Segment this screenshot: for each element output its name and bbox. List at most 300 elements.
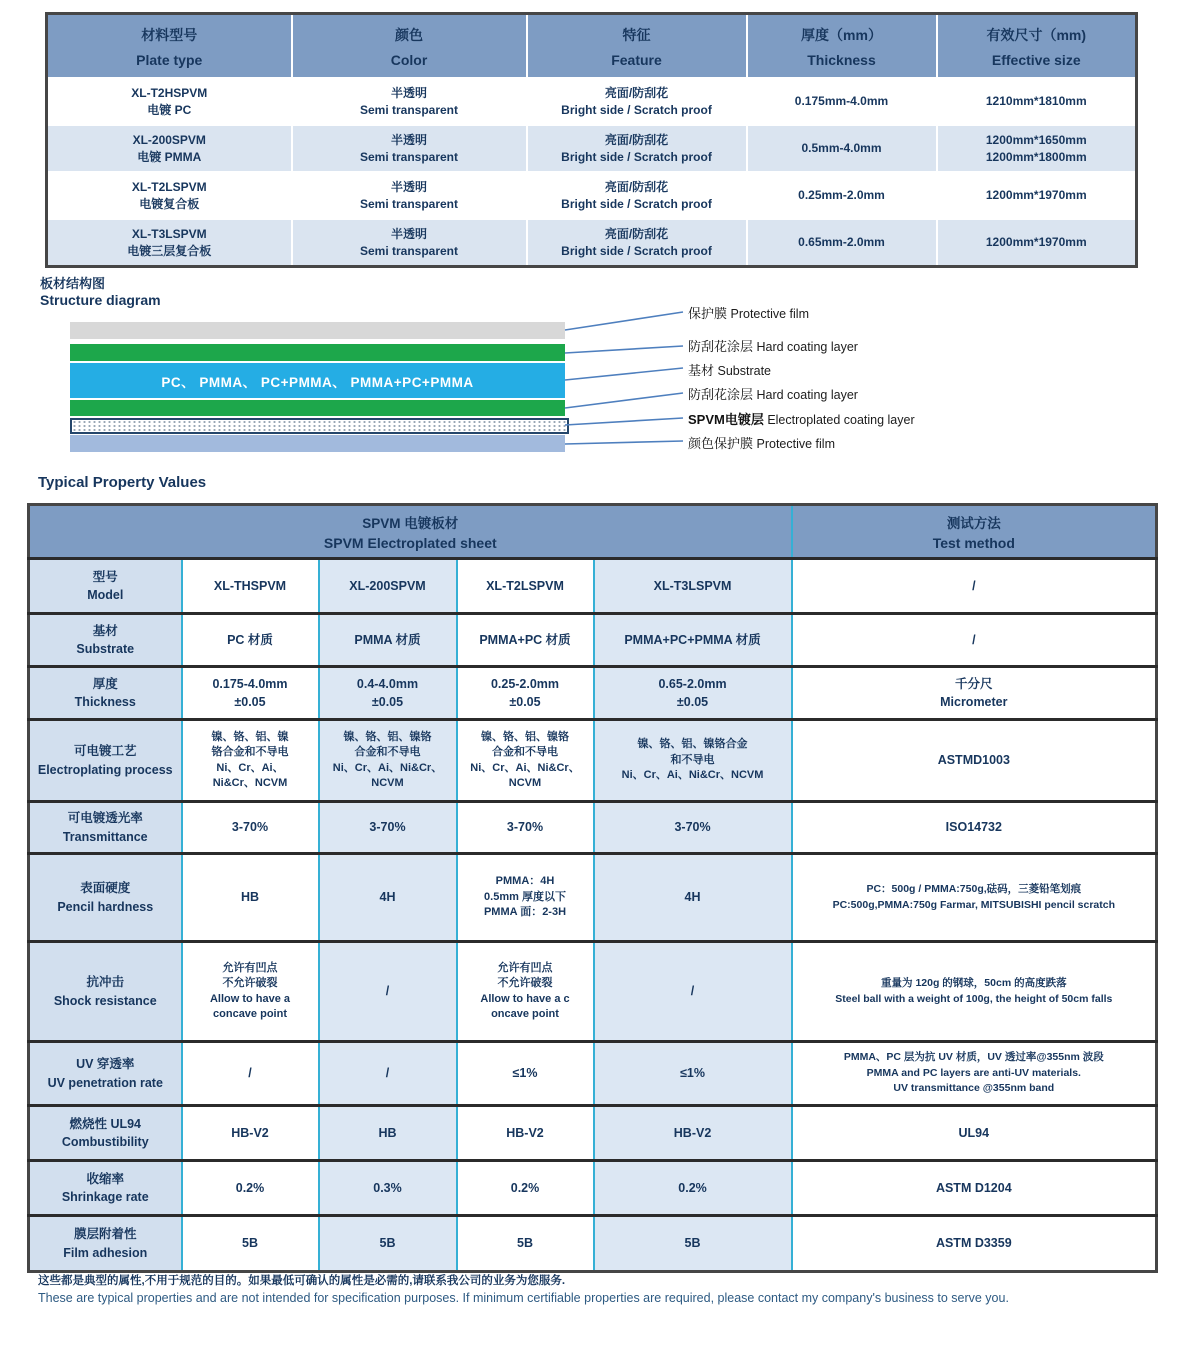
structure-layer-label bbox=[688, 336, 858, 355]
structure-label-zh: 保护膜 bbox=[688, 306, 728, 321]
cell-line: 0.25mm-2.0mm bbox=[798, 188, 885, 203]
property-table bbox=[27, 503, 1158, 1273]
cell-color bbox=[292, 125, 527, 172]
structure-layer-label bbox=[688, 303, 809, 322]
structure-label-en: Protective film bbox=[753, 437, 835, 451]
group-header-zh: SPVM 电镀板材 bbox=[362, 516, 459, 531]
cell-line: 3-70% bbox=[231, 820, 269, 835]
cell-line: Shock resistance bbox=[53, 993, 157, 1008]
cell-line: 镍、铬、铝、镍铬 bbox=[343, 730, 432, 743]
cell-line: ASTMD1003 bbox=[937, 753, 1010, 768]
cell-line: ASTM D1204 bbox=[935, 1180, 1012, 1195]
cell-line: PMMA and PC layers are anti-UV materials. bbox=[866, 1066, 1081, 1079]
row-label bbox=[29, 720, 182, 802]
cell-line: PMMA+PC 材质 bbox=[479, 632, 571, 647]
cell-plate-type bbox=[47, 78, 292, 125]
table-row bbox=[47, 219, 1137, 267]
test-method-header-en: Test method bbox=[932, 535, 1015, 551]
cell-line: Electroplating process bbox=[37, 762, 173, 777]
property-row bbox=[29, 614, 1157, 667]
cell-line: 铬合金和不导电 bbox=[211, 746, 289, 759]
test-method-cell bbox=[792, 614, 1157, 667]
property-cell bbox=[182, 1216, 319, 1272]
property-cell bbox=[182, 942, 319, 1042]
cell-line: Semi transparent bbox=[359, 149, 459, 164]
property-cell bbox=[182, 1042, 319, 1106]
cell-feature bbox=[527, 78, 747, 125]
property-cell bbox=[594, 559, 792, 614]
property-row bbox=[29, 1042, 1157, 1106]
cell-line: HB bbox=[240, 890, 260, 905]
footer-note-zh: 这些都是典型的属性,不用于规范的目的。如果最低可确认的属性是必需的,请联系我公司的业务为您服务. bbox=[38, 1275, 566, 1287]
cell-line: 0.175-4.0mm bbox=[212, 676, 288, 691]
cell-line: Semi transparent bbox=[359, 196, 459, 211]
cell-line: PC 材质 bbox=[227, 632, 273, 647]
column-header bbox=[527, 14, 747, 79]
cell-line: 0.5mm-4.0mm bbox=[801, 141, 882, 156]
plate-type-table-header bbox=[47, 14, 1137, 79]
cell-line: 抗冲击 bbox=[86, 975, 124, 990]
property-cell bbox=[457, 667, 594, 720]
leader-line bbox=[565, 346, 683, 353]
row-label bbox=[29, 559, 182, 614]
structure-layer-label bbox=[688, 360, 771, 379]
structure-label-zh: SPVM电镀层 bbox=[688, 412, 764, 427]
cell-line: 和不导电 bbox=[670, 753, 715, 766]
cell-plate-type bbox=[47, 172, 292, 219]
property-cell bbox=[457, 1216, 594, 1272]
group-header-en: SPVM Electroplated sheet bbox=[323, 535, 497, 551]
cell-line: 0.3% bbox=[373, 1180, 402, 1195]
cell-line: Allow to have a c bbox=[480, 992, 570, 1005]
cell-line: ±0.05 bbox=[371, 695, 404, 709]
leader-line bbox=[565, 418, 683, 425]
cell-line: XL-T2LSPVM bbox=[131, 180, 207, 195]
column-header bbox=[292, 14, 527, 79]
cell-line: ±0.05 bbox=[234, 695, 266, 709]
cell-line: ASTM D3359 bbox=[935, 1236, 1012, 1251]
row-label bbox=[29, 1161, 182, 1216]
property-cell bbox=[182, 720, 319, 802]
cell-line: XL-THSPVM bbox=[213, 578, 287, 593]
cell-line: 表面硬度 bbox=[80, 881, 131, 896]
property-cell bbox=[319, 942, 457, 1042]
row-label bbox=[29, 942, 182, 1042]
cell-line: PMMA 面：2-3H bbox=[483, 906, 567, 919]
cell-plate-type bbox=[47, 125, 292, 172]
cell-line: XL-T3LSPVM bbox=[653, 578, 732, 593]
cell-line: ISO14732 bbox=[945, 820, 1002, 835]
column-header-zh: 厚度（mm） bbox=[801, 26, 882, 43]
cell-line: 膜层附着性 bbox=[73, 1227, 137, 1242]
property-cell bbox=[457, 559, 594, 614]
cell-line: / bbox=[385, 984, 390, 999]
property-cell bbox=[457, 1161, 594, 1216]
cell-line: PC:500g,PMMA:750g Farmar, MITSUBISHI pencil scratch bbox=[832, 898, 1116, 911]
cell-line: Model bbox=[87, 588, 124, 602]
column-header-en: Plate type bbox=[136, 51, 203, 68]
cell-feature bbox=[527, 172, 747, 219]
test-method-cell bbox=[792, 1042, 1157, 1106]
cell-line: 4H bbox=[684, 890, 701, 905]
property-cell bbox=[319, 614, 457, 667]
row-label bbox=[29, 1042, 182, 1106]
electroplated-coating-layer bbox=[70, 418, 569, 434]
cell-line: 可电镀工艺 bbox=[73, 744, 137, 759]
cell-line: ±0.05 bbox=[676, 695, 709, 709]
property-cell bbox=[319, 854, 457, 942]
leader-lines bbox=[563, 298, 691, 458]
property-cell bbox=[457, 1042, 594, 1106]
column-header bbox=[747, 14, 937, 79]
cell-line: / bbox=[385, 1066, 390, 1081]
property-cell bbox=[594, 1216, 792, 1272]
cell-line: ±0.05 bbox=[509, 695, 541, 709]
test-method-cell bbox=[792, 1161, 1157, 1216]
cell-line: 1200mm*1970mm bbox=[985, 188, 1087, 203]
test-method-cell bbox=[792, 667, 1157, 720]
property-cell bbox=[319, 667, 457, 720]
property-cell bbox=[319, 1106, 457, 1161]
structure-label-en: Hard coating layer bbox=[753, 388, 858, 402]
property-cell bbox=[182, 1106, 319, 1161]
table-row bbox=[47, 125, 1137, 172]
cell-line: Bright side / Scratch proof bbox=[561, 243, 712, 258]
property-cell bbox=[182, 559, 319, 614]
structure-title-zh: 板材结构图 bbox=[40, 276, 106, 291]
property-row bbox=[29, 720, 1157, 802]
property-cell bbox=[457, 942, 594, 1042]
structure-label-zh: 防刮花涂层 bbox=[688, 339, 754, 354]
cell-line: Ni&Cr、NCVM bbox=[212, 776, 288, 789]
cell-line: Ni、Cr、Ai、 bbox=[216, 761, 284, 774]
property-cell bbox=[594, 942, 792, 1042]
property-row bbox=[29, 559, 1157, 614]
column-header-en: Effective size bbox=[991, 51, 1081, 68]
cell-line: 电镀 PMMA bbox=[137, 149, 202, 164]
structure-layer-label bbox=[688, 433, 835, 452]
cell-line: 半透明 bbox=[390, 86, 427, 101]
property-cell bbox=[319, 559, 457, 614]
cell-line: 镍、铬、铝、镍铬合金 bbox=[637, 738, 748, 751]
test-method-cell bbox=[792, 854, 1157, 942]
property-cell bbox=[182, 1161, 319, 1216]
cell-line: 允许有凹点 bbox=[497, 961, 553, 974]
cell-line: PMMA+PC+PMMA 材质 bbox=[624, 632, 761, 647]
cell-plate-type bbox=[47, 219, 292, 267]
cell-line: Combustibility bbox=[61, 1135, 149, 1149]
leader-line bbox=[565, 368, 683, 380]
cell-line: 收缩率 bbox=[86, 1171, 124, 1186]
table-row bbox=[47, 78, 1137, 125]
cell-line: 0.65mm-2.0mm bbox=[798, 235, 885, 250]
cell-line: 3-70% bbox=[674, 820, 711, 835]
cell-line: 0.25-2.0mm bbox=[490, 676, 560, 691]
cell-line: 0.2% bbox=[678, 1180, 707, 1195]
row-label bbox=[29, 614, 182, 667]
property-row bbox=[29, 1161, 1157, 1216]
cell-line: PMMA：4H bbox=[495, 875, 555, 888]
hard-coating-layer-bottom bbox=[70, 400, 565, 416]
cell-thickness bbox=[747, 219, 937, 267]
cell-thickness bbox=[747, 78, 937, 125]
test-method-header bbox=[792, 505, 1157, 559]
cell-line: UL94 bbox=[958, 1125, 990, 1140]
property-cell bbox=[182, 614, 319, 667]
test-method-header-zh: 测试方法 bbox=[946, 516, 1001, 531]
property-cell bbox=[594, 720, 792, 802]
cell-effective-size bbox=[937, 219, 1137, 267]
property-cell bbox=[319, 720, 457, 802]
cell-line: Steel ball with a weight of 100g, the height of 50cm falls bbox=[835, 992, 1113, 1005]
cell-line: 允许有凹点 bbox=[222, 961, 278, 974]
cell-color bbox=[292, 172, 527, 219]
cell-line: 0.2% bbox=[235, 1180, 265, 1195]
cell-line: 5B bbox=[242, 1236, 258, 1251]
hard-coating-layer-top bbox=[70, 344, 565, 361]
footer-note-en: These are typical properties and are not intended for specification purposes. If minimum certifiable properties are required, please contact my company's business to serve you. bbox=[38, 1291, 1009, 1305]
cell-line: XL-T2HSPVM bbox=[131, 86, 208, 101]
cell-line: Transmittance bbox=[62, 829, 148, 844]
cell-line: 不允许破裂 bbox=[222, 977, 278, 990]
test-method-cell bbox=[792, 802, 1157, 854]
protective-film-layer bbox=[70, 322, 565, 339]
cell-line: Shrinkage rate bbox=[61, 1190, 149, 1204]
cell-line: Bright side / Scratch proof bbox=[561, 149, 712, 164]
cell-line: 1210mm*1810mm bbox=[985, 94, 1087, 109]
cell-line: HB-V2 bbox=[231, 1125, 269, 1140]
cell-feature bbox=[527, 219, 747, 267]
property-cell bbox=[182, 802, 319, 854]
leader-line bbox=[565, 393, 683, 408]
cell-line: XL-200SPVM bbox=[349, 578, 426, 593]
leader-line bbox=[565, 441, 683, 444]
cell-line: XL-200SPVM bbox=[132, 133, 206, 148]
property-cell bbox=[594, 1042, 792, 1106]
cell-line: 0.2% bbox=[510, 1180, 540, 1195]
cell-line: Bright side / Scratch proof bbox=[561, 102, 712, 117]
cell-line: Micrometer bbox=[940, 695, 1008, 709]
property-row bbox=[29, 1106, 1157, 1161]
group-header-spvm-sheet bbox=[29, 505, 792, 559]
property-cell bbox=[594, 854, 792, 942]
row-label bbox=[29, 1216, 182, 1272]
cell-line: 3-70% bbox=[506, 820, 544, 835]
cell-effective-size bbox=[937, 125, 1137, 172]
test-method-cell bbox=[792, 942, 1157, 1042]
cell-effective-size bbox=[937, 172, 1137, 219]
cell-line: 亮面/防刮花 bbox=[604, 86, 669, 101]
column-header-zh: 特征 bbox=[622, 26, 651, 43]
cell-line: 电镀 PC bbox=[147, 102, 192, 117]
cell-line: Allow to have a bbox=[209, 992, 291, 1005]
property-cell bbox=[457, 614, 594, 667]
plate-type-table bbox=[45, 12, 1138, 268]
structure-title-en: Structure diagram bbox=[40, 292, 161, 309]
cell-line: 可电镀透光率 bbox=[67, 811, 143, 826]
cell-line: / bbox=[972, 632, 976, 647]
cell-line: 半透明 bbox=[390, 180, 427, 195]
property-cell bbox=[594, 667, 792, 720]
property-cell bbox=[319, 1216, 457, 1272]
cell-feature bbox=[527, 125, 747, 172]
cell-line: 燃烧性 UL94 bbox=[69, 1116, 142, 1131]
cell-line: 重量为 120g 的钢球，50cm 的高度跌落 bbox=[881, 976, 1067, 989]
cell-line: XL-T3LSPVM bbox=[131, 227, 207, 242]
cell-line: Substrate bbox=[76, 642, 135, 656]
property-cell bbox=[457, 1106, 594, 1161]
column-header-en: Color bbox=[390, 51, 428, 68]
substrate-layer-label: PC、 PMMA、 PC+PMMA、 PMMA+PC+PMMA bbox=[161, 374, 474, 390]
test-method-cell bbox=[792, 559, 1157, 614]
color-protective-film-layer bbox=[70, 435, 565, 452]
structure-label-en: Substrate bbox=[714, 364, 771, 378]
column-header-en: Feature bbox=[611, 51, 662, 68]
property-cell bbox=[457, 854, 594, 942]
cell-line: 半透明 bbox=[390, 133, 427, 148]
property-cell bbox=[182, 667, 319, 720]
cell-line: 1200mm*1650mm bbox=[985, 133, 1087, 148]
cell-line: 合金和不导电 bbox=[492, 746, 558, 759]
cell-effective-size bbox=[937, 78, 1137, 125]
plate-type-table-wrap bbox=[45, 12, 1138, 268]
test-method-cell bbox=[792, 1106, 1157, 1161]
property-cell bbox=[594, 614, 792, 667]
property-row bbox=[29, 854, 1157, 942]
cell-line: 3-70% bbox=[369, 820, 406, 835]
property-cell bbox=[319, 1042, 457, 1106]
cell-color bbox=[292, 78, 527, 125]
cell-line: Bright side / Scratch proof bbox=[561, 196, 712, 211]
row-label bbox=[29, 667, 182, 720]
property-cell bbox=[182, 854, 319, 942]
property-cell bbox=[594, 802, 792, 854]
cell-line: 合金和不导电 bbox=[354, 746, 421, 759]
cell-line: PMMA、PC 层为抗 UV 材质，UV 透过率@355nm 波段 bbox=[843, 1050, 1104, 1063]
property-row bbox=[29, 802, 1157, 854]
cell-line: 电镀三层复合板 bbox=[127, 243, 212, 258]
column-header bbox=[47, 14, 292, 79]
structure-label-en: Hard coating layer bbox=[753, 340, 858, 354]
leader-line bbox=[565, 312, 683, 330]
cell-line: 0.4-4.0mm bbox=[356, 676, 419, 691]
property-table-wrap bbox=[27, 503, 1158, 1273]
row-label bbox=[29, 1106, 182, 1161]
cell-line: PC：500g / PMMA:750g,砝码，三菱铅笔划痕 bbox=[866, 882, 1082, 895]
cell-thickness bbox=[747, 125, 937, 172]
column-header bbox=[937, 14, 1137, 79]
structure-layer-label bbox=[688, 409, 915, 428]
cell-line: 镍、铬、铝、镍铬 bbox=[481, 730, 569, 743]
substrate-layer bbox=[70, 363, 565, 398]
cell-line: Semi transparent bbox=[359, 243, 459, 258]
property-cell bbox=[457, 802, 594, 854]
cell-line: ≤1% bbox=[512, 1066, 538, 1081]
cell-line: 1200mm*1800mm bbox=[985, 149, 1087, 164]
cell-line: ≤1% bbox=[680, 1066, 705, 1081]
cell-line: concave point bbox=[213, 1007, 287, 1020]
property-cell bbox=[319, 1161, 457, 1216]
cell-line: / bbox=[248, 1066, 252, 1081]
column-header-en: Thickness bbox=[807, 51, 876, 68]
cell-line: / bbox=[690, 984, 695, 999]
row-label bbox=[29, 854, 182, 942]
property-table-header bbox=[29, 505, 1157, 559]
cell-line: PMMA 材质 bbox=[354, 632, 421, 647]
cell-line: 亮面/防刮花 bbox=[604, 227, 669, 242]
cell-line: 型号 bbox=[92, 569, 118, 584]
cell-line: Pencil hardness bbox=[57, 899, 154, 914]
cell-line: Ni、Cr、Ai、Ni&Cr、 bbox=[470, 761, 580, 774]
cell-line: 1200mm*1970mm bbox=[985, 235, 1087, 250]
cell-line: 5B bbox=[517, 1236, 533, 1251]
cell-line: 半透明 bbox=[390, 227, 427, 242]
cell-line: oncave point bbox=[491, 1007, 559, 1020]
property-row bbox=[29, 667, 1157, 720]
cell-line: NCVM bbox=[371, 776, 404, 789]
property-cell bbox=[594, 1161, 792, 1216]
column-header-zh: 有效尺寸（mm) bbox=[986, 26, 1087, 43]
cell-line: 亮面/防刮花 bbox=[604, 180, 669, 195]
cell-line: 厚度 bbox=[92, 676, 118, 691]
column-header-zh: 材料型号 bbox=[141, 26, 198, 43]
structure-label-zh: 基材 bbox=[688, 363, 715, 378]
cell-line: 不允许破裂 bbox=[497, 977, 553, 990]
structure-label-en: Protective film bbox=[727, 307, 809, 321]
cell-line: 0.65-2.0mm bbox=[658, 676, 727, 691]
cell-line: 5B bbox=[684, 1236, 701, 1251]
property-row bbox=[29, 942, 1157, 1042]
cell-color bbox=[292, 219, 527, 267]
column-header-zh: 颜色 bbox=[395, 26, 423, 43]
cell-line: HB bbox=[378, 1125, 397, 1140]
property-cell bbox=[457, 720, 594, 802]
property-row bbox=[29, 1216, 1157, 1272]
cell-line: XL-T2LSPVM bbox=[486, 578, 564, 593]
cell-line: 电镀复合板 bbox=[139, 196, 200, 211]
property-cell bbox=[594, 1106, 792, 1161]
cell-line: / bbox=[972, 578, 976, 593]
cell-thickness bbox=[747, 172, 937, 219]
cell-line: HB-V2 bbox=[673, 1125, 712, 1140]
property-cell bbox=[319, 802, 457, 854]
cell-line: 亮面/防刮花 bbox=[604, 133, 669, 148]
cell-line: NCVM bbox=[508, 776, 542, 789]
cell-line: 4H bbox=[379, 890, 396, 905]
test-method-cell bbox=[792, 1216, 1157, 1272]
cell-line: Film adhesion bbox=[63, 1245, 148, 1260]
cell-line: Ni、Cr、Ai、Ni&Cr、 bbox=[332, 761, 443, 774]
cell-line: UV transmittance @355nm band bbox=[893, 1082, 1055, 1095]
structure-label-en: Electroplated coating layer bbox=[763, 413, 915, 427]
cell-line: 基材 bbox=[92, 623, 118, 638]
cell-line: 5B bbox=[379, 1236, 396, 1251]
cell-line: HB-V2 bbox=[506, 1125, 544, 1140]
cell-line: 0.175mm-4.0mm bbox=[794, 94, 889, 109]
cell-line: Ni、Cr、Ai、Ni&Cr、NCVM bbox=[621, 769, 764, 782]
test-method-cell bbox=[792, 720, 1157, 802]
cell-line: Thickness bbox=[74, 695, 136, 709]
row-label bbox=[29, 802, 182, 854]
table-row bbox=[47, 172, 1137, 219]
structure-layer-label bbox=[688, 384, 858, 403]
structure-label-zh: 颜色保护膜 bbox=[688, 436, 754, 451]
typical-property-values-heading: Typical Property Values bbox=[38, 474, 207, 491]
structure-label-zh: 防刮花涂层 bbox=[688, 387, 754, 402]
structure-diagram-title bbox=[40, 276, 161, 310]
cell-line: UV penetration rate bbox=[47, 1075, 163, 1090]
cell-line: 镍、铬、铝、镍 bbox=[211, 730, 289, 743]
